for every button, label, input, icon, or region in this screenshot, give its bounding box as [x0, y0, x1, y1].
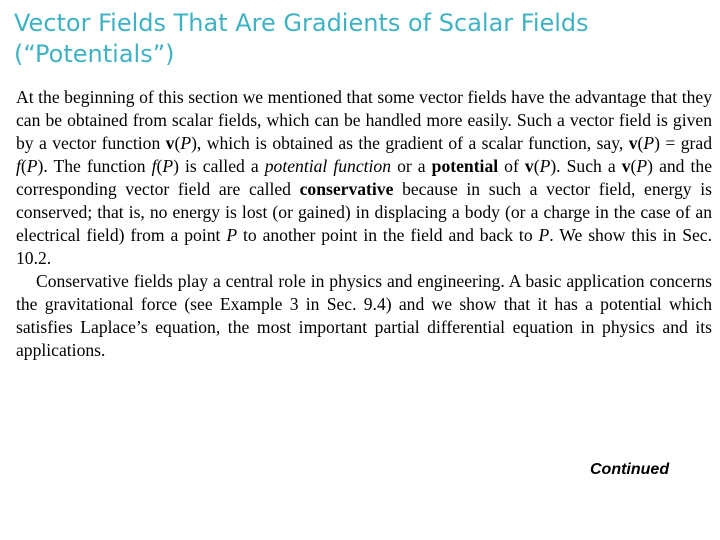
text-run: to another point in the field and back to [237, 225, 539, 245]
slide-title [14, 8, 714, 70]
text-run: ( [637, 133, 644, 153]
text-run: because in such a vector field, energy is conserved; that is, no energy is lost (or gained) in displacing a body (or a charge in the case of an electrical field) from a point [16, 179, 712, 245]
text-run: or a [391, 156, 432, 176]
point-p: P [643, 133, 655, 153]
function-f: f [151, 156, 157, 176]
body-text [16, 86, 712, 362]
text-run: of [498, 156, 525, 176]
function-f: f [16, 156, 21, 176]
point-p: P [636, 156, 648, 176]
paragraph-1 [16, 86, 712, 270]
title-line-1: Vector Fields That Are Gradients of Scalar Fields [14, 9, 589, 37]
vector-v: v [524, 156, 534, 176]
vector-v: v [621, 156, 631, 176]
text-run: . We show this in Sec. 10.2. [16, 225, 712, 268]
term-potential: potential [431, 156, 499, 176]
text-run: ( [156, 156, 163, 176]
vector-v: v [628, 133, 638, 153]
continued-label: Continued [590, 461, 670, 478]
vector-v: v [165, 133, 175, 153]
paragraph-2: Conservative fields play a central role in physics and engineering. A basic application concerns the gravitational force (see Example 3 in Sec. 9.4) and we show that it has a potential which satisfies Laplace’s equation, the most important partial differential equation in physics and its applications. [16, 271, 712, 360]
text-run: ) is called a [173, 156, 265, 176]
term-potential-function: potential function [264, 156, 392, 176]
title-line-2: (“Potentials”) [14, 40, 175, 68]
text-run: ). Such a [550, 156, 622, 176]
point-p: P [26, 156, 38, 176]
text-run: ( [20, 156, 27, 176]
point-p: P [226, 225, 238, 245]
text-run: ) = grad [654, 133, 712, 153]
text-run: ), which is obtained as the gradient of a scalar function, say, [191, 133, 629, 153]
point-p: P [180, 133, 192, 153]
text-run: ) and the corresponding vector field are called [16, 156, 713, 199]
term-conservative: conservative [299, 179, 394, 199]
point-p: P [539, 156, 551, 176]
text-run: ( [630, 156, 637, 176]
point-p: P [162, 156, 174, 176]
text-run: ( [174, 133, 181, 153]
point-p: P [538, 225, 550, 245]
text-run: At the beginning of this section we mentioned that some vector fields have the advantage that they can be obtained from scalar fields, which can be handled more easily. Such a vector field is given by a vector function [16, 87, 712, 153]
text-run: ( [533, 156, 540, 176]
text-run: ). The function [37, 156, 152, 176]
